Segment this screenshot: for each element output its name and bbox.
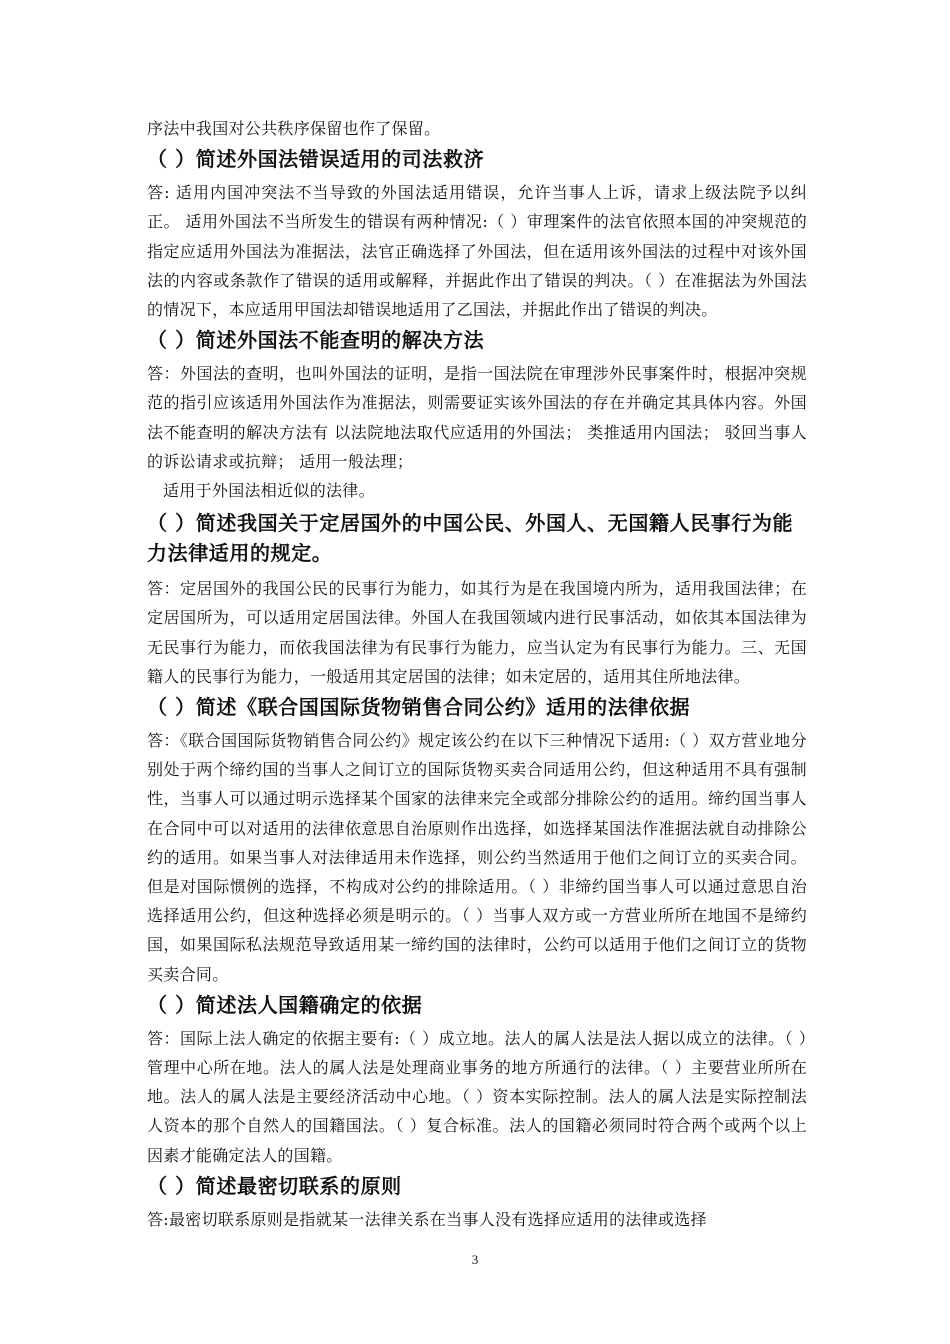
answer-paragraph: 答：外国法的查明，也叫外国法的证明，是指一国法院在审理涉外民事案件时，根据冲突规范的指引应该适用外国法作为准据法，则需要证实该外国法的存在并确定其具体内容。外国法不能查明的解决方法有 以法院地法取代应适用的外国法； 类推适用内国法； 驳回当事人的诉讼请求或抗辩； 适用一般法理； xyxy=(147,364,807,471)
question-heading: （ ）简述外国法错误适用的司法救济 xyxy=(147,147,485,172)
answer-paragraph-continued: 适用于外国法相近似的法律。 xyxy=(163,481,375,501)
answer-paragraph: 答：国际上法人确定的依据主要有:（ ）成立地。法人的属人法是法人据以成立的法律。（ ）管理中心所在地。法人的属人法是处理商业事务的地方所通行的法律。（ ）主要营业所所在地。法人的属人法是主要经济活动中心地。（ ）资本实际控制。法人的属人法是实际控制法人资本的那个自然人的国籍国法。（ ）复合标准。法人的国籍必须同时符合两个或两个以上因素才能确定法人的国籍。 xyxy=(147,1028,807,1165)
answer-paragraph: 答：定居国外的我国公民的民事行为能力，如其行为是在我国境内所为，适用我国法律；在定居国所为，可以适用定居国法律。外国人在我国领域内进行民事活动，如依其本国法律为无民事行为能力，而依我国法律为有民事行为能力，应当认定为有民事行为能力。三、无国籍人的民事行为能力，一般适用其定居国的法律；如未定居的，适用其住所地法律。 xyxy=(147,579,807,686)
question-heading: （ ）简述我国关于定居国外的中国公民、外国人、无国籍人民事行为能力法律适用的规定。 xyxy=(147,511,794,566)
page-content xyxy=(147,114,807,1234)
question-heading: （ ）简述法人国籍确定的依据 xyxy=(147,992,423,1017)
question-heading: （ ）简述外国法不能查明的解决方法 xyxy=(147,328,485,353)
paragraph: 序法中我国对公共秩序保留也作了保留。 xyxy=(147,119,441,138)
answer-paragraph: 答：《联合国国际货物销售合同公约》规定该公约在以下三种情况下适用:（ ）双方营业地分别处于两个缔约国的当事人之间订立的国际货物买卖合同适用公约，但这种适用不具有强制性，当事人可以通过明示选择某个国家的法律来完全或部分排除公约的适用。缔约国当事人在合同中可以对适用的法律依意思自治原则作出选择，如选择某国法作准据法就自动排除公约的适用。如果当事人对法律适用未作选择，则公约当然适用于他们之间订立的买卖合同。但是对国际惯例的选择，不构成对公约的排除适用。（ ）非缔约国当事人可以通过意思自治选择适用公约，但这种选择必须是明示的。（ ）当事人双方或一方营业所所在地国不是缔约国，如果国际私法规范导致适用某一缔约国的法律时，公约可以适用于他们之间订立的货物买卖合同。 xyxy=(147,731,807,984)
answer-paragraph: 答:最密切联系原则是指就某一法律关系在当事人没有选择应适用的法律或选择 xyxy=(147,1209,707,1229)
question-heading: （ ）简述最密切联系的原则 xyxy=(147,1173,402,1198)
answer-paragraph: 答: 适用内国冲突法不当导致的外国法适用错误，允许当事人上诉，请求上级法院予以纠正。 适用外国法不当所发生的错误有两种情况:（ ）审理案件的法官依照本国的冲突规范的指定应适用外国法为准据法，法官正确选择了外国法，但在适用该外国法的过程中对该外国法的内容或条款作了错误的适用或解释，并据此作出了错误的判决。（ ）在准据法为外国法的情况下，本应适用甲国法却错误地适用了乙国法，并据此作出了错误的判决。 xyxy=(147,183,807,320)
page-number: 3 xyxy=(471,1252,479,1267)
question-heading: （ ）简述《联合国国际货物销售合同公约》适用的法律依据 xyxy=(147,695,691,720)
